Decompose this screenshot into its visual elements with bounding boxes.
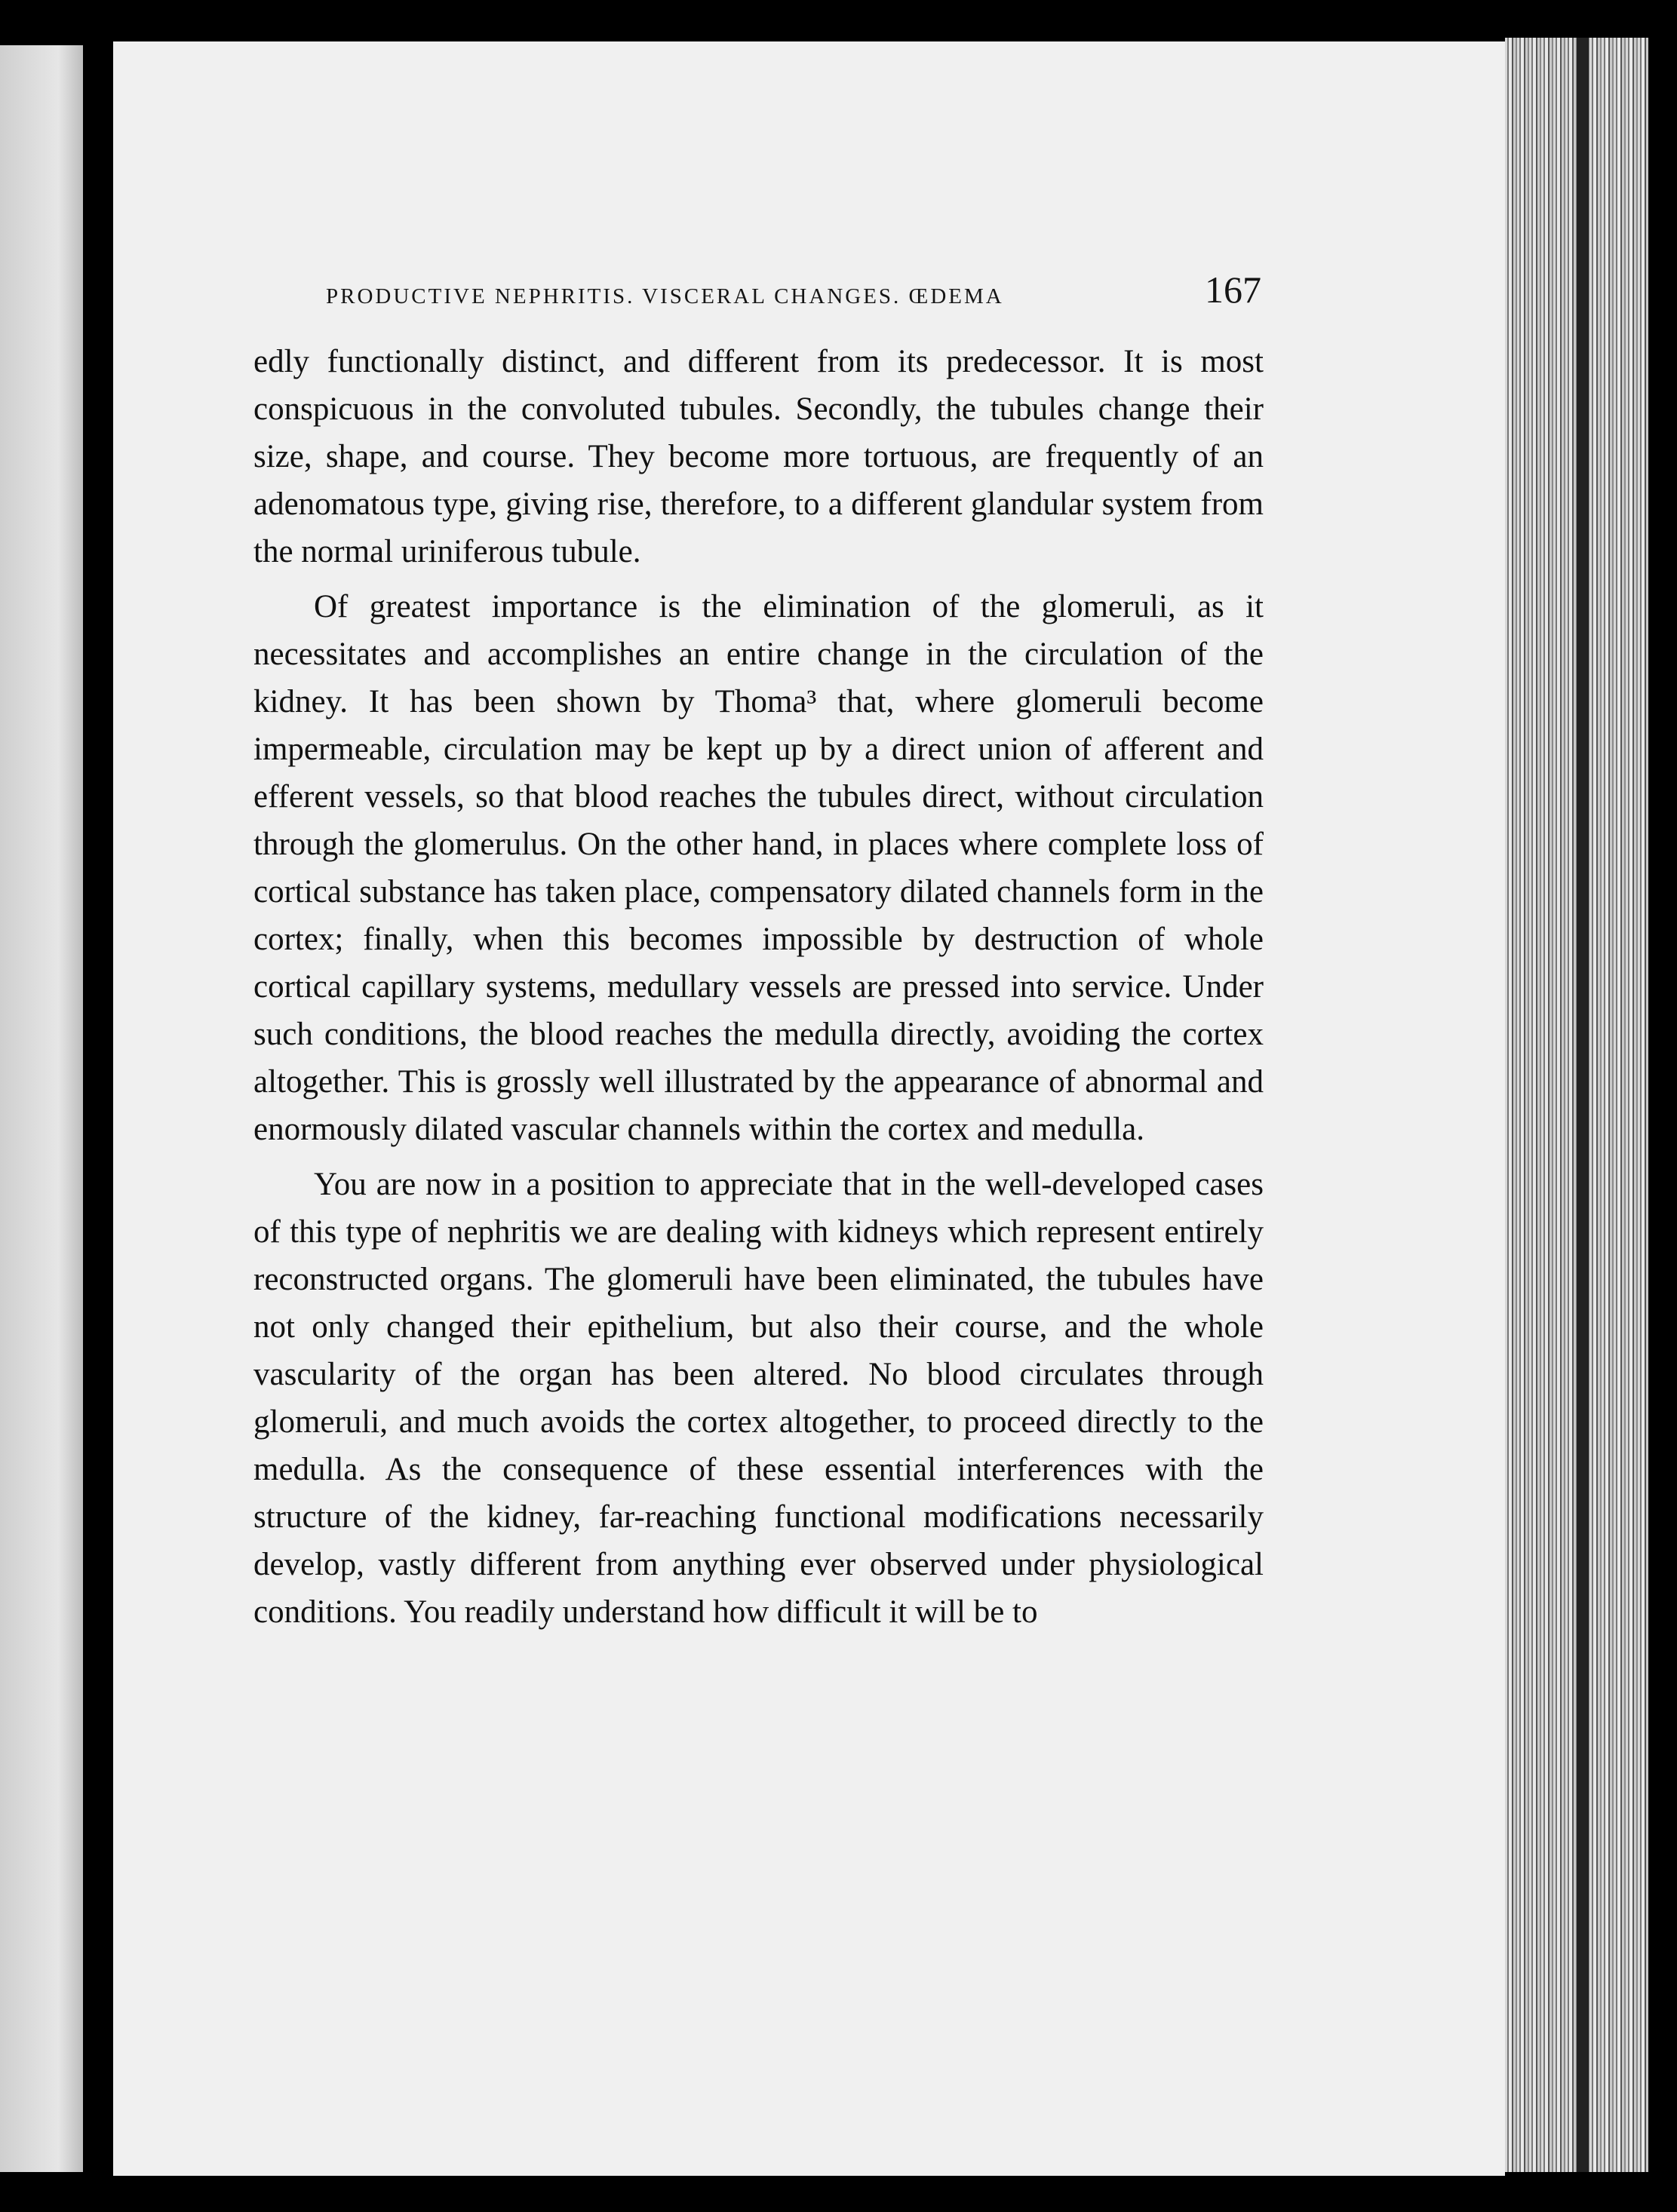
paragraph-3: You are now in a position to appreciate that in the well-developed cases of this type of nephritis we are dealing with kidneys which represent entirely reconstructed organs. The glomeruli have been eliminated, the tubules have not only changed their epithelium, but also their course, and the whole vascularity of the organ has been altered. No blood circulates through glomeruli, and much avoids the cortex altogether, to proceed directly to the medulla. As the consequence of these essential interferences with the structure of the kidney, far-reaching functional modifications necessarily develop, vastly different from anything ever observed under physiological conditions. You readily understand how difficult it will be to	[253, 1167, 1264, 1630]
facing-page-edge	[0, 45, 83, 2172]
paragraph-2: Of greatest importance is the elimination of the glomeruli, as it necessitates and accomplishes an entire change in the circulation of the kidney. It has been shown by Thoma³ that, where glomeruli become impermeable, circulation may be kept up by a direct union of afferent and efferent vessels, so that blood reaches the tubules direct, without circulation through the glomerulus. On the other hand, in places where complete loss of cortical substance has taken place, compensatory dilated channels form in the cortex; finally, when this becomes impossible by destruction of whole cortical capillary systems, medullary vessels are pressed into service. Under such conditions, the blood reaches the medulla directly, avoiding the cortex altogether. This is grossly well illustrated by the appearance of abnormal and enormously dilated vascular channels within the cortex and medulla.	[253, 589, 1264, 1147]
paragraph-1: edly functionally distinct, and different from its predecessor. It is most conspicuous in the convoluted tubules. Secondly, the tubules change their size, shape, and course. They become more tortuous, are frequently of an adenomatous type, giving rise, therefore, to a different glandular system from the normal uriniferous tubule.	[253, 344, 1264, 569]
running-head	[326, 268, 1261, 321]
running-head-title: PRODUCTIVE NEPHRITIS. VISCERAL CHANGES. ŒDEMA	[326, 284, 1004, 308]
page-number: 167	[1205, 268, 1261, 311]
body-text	[253, 338, 1264, 1636]
book-gutter	[83, 60, 113, 2157]
cover-edge-shadow	[1577, 38, 1589, 2172]
